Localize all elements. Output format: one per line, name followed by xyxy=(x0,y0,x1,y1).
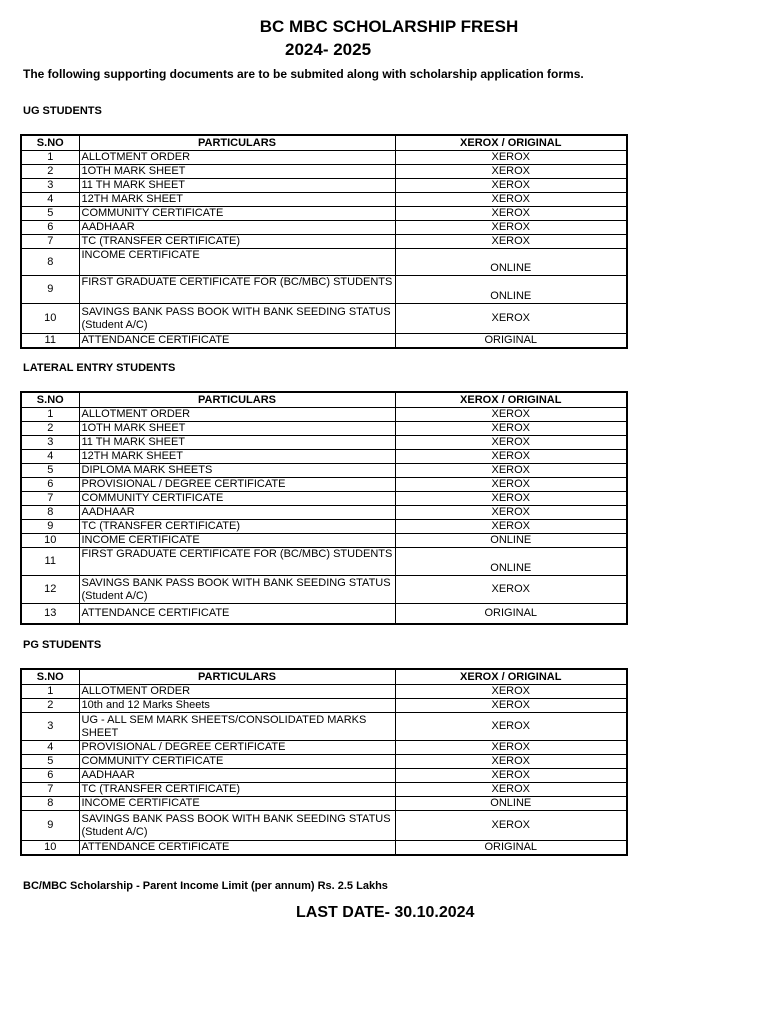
table-row xyxy=(21,811,627,841)
cell-sno: 12 xyxy=(21,576,79,604)
cell-type: XEROX xyxy=(395,783,627,797)
column-header-type: XEROX / ORIGINAL xyxy=(395,392,627,408)
table-row xyxy=(21,478,627,492)
table-row xyxy=(21,534,627,548)
table-row xyxy=(21,207,627,221)
table-row xyxy=(21,520,627,534)
cell-type: ONLINE xyxy=(395,797,627,811)
cell-particulars: FIRST GRADUATE CERTIFICATE FOR (BC/MBC) STUDENTS xyxy=(79,548,395,576)
table-row xyxy=(21,769,627,783)
cell-type: XEROX xyxy=(395,193,627,207)
cell-particulars: TC (TRANSFER CERTIFICATE) xyxy=(79,235,395,249)
table-row xyxy=(21,450,627,464)
cell-particulars: 10th and 12 Marks Sheets xyxy=(79,699,395,713)
cell-particulars: COMMUNITY CERTIFICATE xyxy=(79,755,395,769)
cell-sno: 9 xyxy=(21,520,79,534)
table-row xyxy=(21,249,627,276)
cell-type: ONLINE xyxy=(395,548,627,576)
column-header-particulars: PARTICULARS xyxy=(79,669,395,685)
cell-sno: 5 xyxy=(21,464,79,478)
cell-sno: 7 xyxy=(21,492,79,506)
cell-type: XEROX xyxy=(395,450,627,464)
cell-particulars: FIRST GRADUATE CERTIFICATE FOR (BC/MBC) STUDENTS xyxy=(79,276,395,304)
cell-type: XEROX xyxy=(395,576,627,604)
cell-sno: 13 xyxy=(21,604,79,624)
cell-sno: 7 xyxy=(21,783,79,797)
cell-sno: 3 xyxy=(21,179,79,193)
cell-particulars: ATTENDANCE CERTIFICATE xyxy=(79,334,395,349)
cell-sno: 1 xyxy=(21,685,79,699)
table-row xyxy=(21,276,627,304)
cell-type: XEROX xyxy=(395,755,627,769)
cell-type: XEROX xyxy=(395,713,627,741)
cell-particulars: TC (TRANSFER CERTIFICATE) xyxy=(79,783,395,797)
column-header-particulars: PARTICULARS xyxy=(79,135,395,151)
cell-type: XEROX xyxy=(395,221,627,235)
cell-sno: 2 xyxy=(21,699,79,713)
table-header-row xyxy=(21,135,627,151)
cell-type: XEROX xyxy=(395,699,627,713)
section-heading-lateral-entry: LATERAL ENTRY STUDENTS xyxy=(23,362,176,374)
cell-particulars: INCOME CERTIFICATE xyxy=(79,534,395,548)
section-heading-pg: PG STUDENTS xyxy=(23,639,102,651)
table-row xyxy=(21,783,627,797)
table-row xyxy=(21,221,627,235)
cell-type: XEROX xyxy=(395,207,627,221)
cell-particulars: 11 TH MARK SHEET xyxy=(79,179,395,193)
table-row xyxy=(21,436,627,450)
cell-sno: 4 xyxy=(21,450,79,464)
table-row xyxy=(21,304,627,334)
intro-text: The following supporting documents are to be submited along with scholarship application forms. xyxy=(23,67,584,81)
table-header-row xyxy=(21,669,627,685)
table-row xyxy=(21,408,627,422)
cell-particulars: AADHAAR xyxy=(79,769,395,783)
cell-type: XEROX xyxy=(395,304,627,334)
cell-type: XEROX xyxy=(395,741,627,755)
table-row xyxy=(21,576,627,604)
cell-particulars: SAVINGS BANK PASS BOOK WITH BANK SEEDING STATUS (Student A/C) xyxy=(79,576,395,604)
cell-sno: 6 xyxy=(21,478,79,492)
cell-sno: 10 xyxy=(21,304,79,334)
cell-sno: 5 xyxy=(21,207,79,221)
cell-particulars: 12TH MARK SHEET xyxy=(79,450,395,464)
table-row xyxy=(21,685,627,699)
cell-particulars: SAVINGS BANK PASS BOOK WITH BANK SEEDING STATUS (Student A/C) xyxy=(79,304,395,334)
cell-type: XEROX xyxy=(395,436,627,450)
table-row xyxy=(21,755,627,769)
cell-type: ONLINE xyxy=(395,249,627,276)
table-row xyxy=(21,235,627,249)
cell-particulars: INCOME CERTIFICATE xyxy=(79,797,395,811)
cell-type: XEROX xyxy=(395,506,627,520)
cell-sno: 2 xyxy=(21,165,79,179)
income-limit-note: BC/MBC Scholarship - Parent Income Limit (per annum) Rs. 2.5 Lakhs xyxy=(23,880,388,892)
column-header-type: XEROX / ORIGINAL xyxy=(395,669,627,685)
cell-particulars: INCOME CERTIFICATE xyxy=(79,249,395,276)
column-header-sno: S.NO xyxy=(21,392,79,408)
column-header-sno: S.NO xyxy=(21,135,79,151)
cell-sno: 6 xyxy=(21,769,79,783)
cell-type: ONLINE xyxy=(395,276,627,304)
cell-particulars: DIPLOMA MARK SHEETS xyxy=(79,464,395,478)
cell-sno: 11 xyxy=(21,334,79,349)
cell-type: ORIGINAL xyxy=(395,841,627,856)
table-row xyxy=(21,713,627,741)
cell-type: ORIGINAL xyxy=(395,334,627,349)
cell-particulars: ALLOTMENT ORDER xyxy=(79,408,395,422)
cell-particulars: 1OTH MARK SHEET xyxy=(79,422,395,436)
table-row xyxy=(21,699,627,713)
column-header-sno: S.NO xyxy=(21,669,79,685)
cell-sno: 4 xyxy=(21,193,79,207)
cell-type: XEROX xyxy=(395,235,627,249)
cell-type: XEROX xyxy=(395,422,627,436)
cell-particulars: ALLOTMENT ORDER xyxy=(79,685,395,699)
cell-type: XEROX xyxy=(395,464,627,478)
column-header-particulars: PARTICULARS xyxy=(79,392,395,408)
cell-sno: 1 xyxy=(21,151,79,165)
academic-year: 2024- 2025 xyxy=(285,40,372,59)
cell-sno: 2 xyxy=(21,422,79,436)
table-header-row xyxy=(21,392,627,408)
table-lateral-entry-students xyxy=(20,391,628,625)
cell-sno: 8 xyxy=(21,506,79,520)
table-row xyxy=(21,548,627,576)
cell-sno: 6 xyxy=(21,221,79,235)
cell-type: XEROX xyxy=(395,520,627,534)
cell-sno: 11 xyxy=(21,548,79,576)
column-header-type: XEROX / ORIGINAL xyxy=(395,135,627,151)
cell-particulars: AADHAAR xyxy=(79,221,395,235)
cell-type: XEROX xyxy=(395,492,627,506)
cell-particulars: PROVISIONAL / DEGREE CERTIFICATE xyxy=(79,478,395,492)
cell-sno: 8 xyxy=(21,249,79,276)
cell-sno: 10 xyxy=(21,534,79,548)
cell-particulars: PROVISIONAL / DEGREE CERTIFICATE xyxy=(79,741,395,755)
table-row xyxy=(21,464,627,478)
cell-particulars: ATTENDANCE CERTIFICATE xyxy=(79,841,395,856)
cell-type: ORIGINAL xyxy=(395,604,627,624)
cell-sno: 3 xyxy=(21,436,79,450)
table-row xyxy=(21,165,627,179)
cell-particulars: UG - ALL SEM MARK SHEETS/CONSOLIDATED MARKS SHEET xyxy=(79,713,395,741)
document-title: BC MBC SCHOLARSHIP FRESH xyxy=(259,17,519,36)
cell-particulars: ALLOTMENT ORDER xyxy=(79,151,395,165)
last-date: LAST DATE- 30.10.2024 xyxy=(296,904,475,921)
cell-type: XEROX xyxy=(395,151,627,165)
cell-particulars: COMMUNITY CERTIFICATE xyxy=(79,492,395,506)
cell-sno: 8 xyxy=(21,797,79,811)
table-row xyxy=(21,841,627,856)
cell-sno: 4 xyxy=(21,741,79,755)
cell-sno: 7 xyxy=(21,235,79,249)
table-row xyxy=(21,193,627,207)
cell-sno: 5 xyxy=(21,755,79,769)
cell-sno: 9 xyxy=(21,811,79,841)
cell-type: ONLINE xyxy=(395,534,627,548)
cell-particulars: 12TH MARK SHEET xyxy=(79,193,395,207)
table-row xyxy=(21,604,627,624)
cell-particulars: SAVINGS BANK PASS BOOK WITH BANK SEEDING STATUS (Student A/C) xyxy=(79,811,395,841)
cell-sno: 10 xyxy=(21,841,79,856)
table-row xyxy=(21,151,627,165)
table-row xyxy=(21,179,627,193)
cell-particulars: AADHAAR xyxy=(79,506,395,520)
table-row xyxy=(21,334,627,349)
cell-type: XEROX xyxy=(395,408,627,422)
cell-particulars: 11 TH MARK SHEET xyxy=(79,436,395,450)
cell-type: XEROX xyxy=(395,478,627,492)
cell-type: XEROX xyxy=(395,769,627,783)
table-pg-students xyxy=(20,668,628,856)
table-row xyxy=(21,741,627,755)
cell-particulars: TC (TRANSFER CERTIFICATE) xyxy=(79,520,395,534)
table-row xyxy=(21,422,627,436)
cell-sno: 3 xyxy=(21,713,79,741)
cell-particulars: 1OTH MARK SHEET xyxy=(79,165,395,179)
table-row xyxy=(21,797,627,811)
cell-type: XEROX xyxy=(395,685,627,699)
cell-particulars: ATTENDANCE CERTIFICATE xyxy=(79,604,395,624)
cell-type: XEROX xyxy=(395,165,627,179)
cell-type: XEROX xyxy=(395,179,627,193)
table-row xyxy=(21,506,627,520)
table-row xyxy=(21,492,627,506)
table-ug-students xyxy=(20,134,628,349)
cell-sno: 9 xyxy=(21,276,79,304)
cell-particulars: COMMUNITY CERTIFICATE xyxy=(79,207,395,221)
section-heading-ug: UG STUDENTS xyxy=(23,105,102,117)
cell-sno: 1 xyxy=(21,408,79,422)
cell-type: XEROX xyxy=(395,811,627,841)
